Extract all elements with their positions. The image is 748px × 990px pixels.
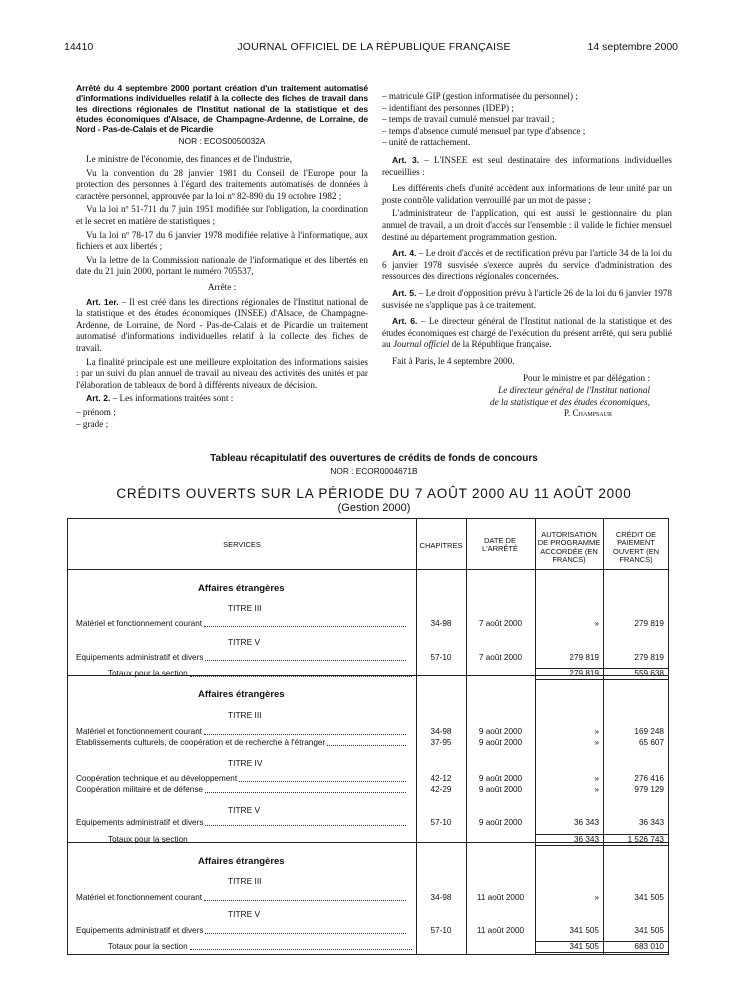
chapitre: 42-12 xyxy=(430,774,452,783)
list-item: – matricule GIP (gestion informatisée du personnel) ; xyxy=(382,91,578,101)
paragraph: Vu la lettre de la Commission nationale de l'informatique et des libertés en date du 21 juin 2000, portant le numéro 705537, xyxy=(76,254,368,277)
autorisation-value: 36 343 xyxy=(573,818,599,827)
article-5 xyxy=(382,288,672,311)
table-heading: CRÉDITS OUVERTS SUR LA PÉRIODE DU 7 AOÛT 2000 AU 11 AOÛT 2000 xyxy=(116,486,632,501)
signature-line: de la statistique et des études économiques, xyxy=(490,396,650,407)
info-list xyxy=(76,407,368,430)
article-6 xyxy=(382,316,672,351)
paragraph: Les différents chefs d'unité accèdent aux informations de leur unité par un poste contrôle validation verrouillé par un mot de passe ; xyxy=(382,183,672,205)
article-1 xyxy=(76,297,368,355)
autorisation-value: » xyxy=(594,893,599,902)
dot-leader xyxy=(205,825,406,826)
credit-value: 169 248 xyxy=(634,727,664,736)
table-caption: Tableau récapitulatif des ouvertures de crédits de fonds de concours xyxy=(210,453,538,464)
service-name: Coopération technique et au développement xyxy=(76,774,238,783)
titre-label: TITRE III xyxy=(228,710,262,720)
autorisation-value: » xyxy=(594,619,599,628)
article-label: Art. 4. xyxy=(392,248,417,259)
autorisation-value: 341 505 xyxy=(569,926,599,935)
dot-leader xyxy=(190,949,412,950)
arrete-date: 9 août 2000 xyxy=(478,774,523,783)
col-header-services: SERVICES xyxy=(223,540,261,549)
titre-label: TITRE III xyxy=(228,603,262,613)
col-header-autorisation: AUTORISATION DE PROGRAMME ACCORDÉE (EN FRANCS) xyxy=(537,530,601,565)
list-item: – identifiant des personnes (IDEP) ; xyxy=(382,102,514,113)
section-name: Affaires étrangères xyxy=(198,856,285,867)
dot-leader xyxy=(190,676,412,677)
col-header-chapitres: CHAPITRES xyxy=(419,541,463,550)
dot-leader xyxy=(204,626,406,627)
arrete-date: 9 août 2000 xyxy=(478,785,523,794)
article-label: Art. 3. xyxy=(392,154,420,165)
table-nor: NOR : ECOR0004671B xyxy=(330,466,418,476)
titre-label: TITRE V xyxy=(228,805,261,815)
list-item: – temps de travail cumulé mensuel par travail ; xyxy=(382,114,555,125)
col-header-credit: CRÉDIT DE PAIEMENT OUVERT (EN FRANCS) xyxy=(613,530,659,565)
info-list xyxy=(382,91,672,149)
signature-line: Le directeur général de l'Institut national xyxy=(498,385,650,396)
credit-value: 276 416 xyxy=(634,774,664,783)
autorisation-value: » xyxy=(594,727,599,736)
arrete-date: 7 août 2000 xyxy=(478,653,523,662)
article-text: – Les informations traitées sont : xyxy=(110,393,234,404)
right-column xyxy=(382,91,672,420)
list-item: – grade ; xyxy=(76,418,109,429)
article-text: – L'INSEE est seul destinataire des informations individuelles recueillies : xyxy=(382,154,673,177)
issue-date: 14 septembre 2000 xyxy=(587,41,678,53)
section-divider xyxy=(68,842,668,843)
dot-leader xyxy=(327,745,406,746)
service-name: Matériel et fonctionnement courant xyxy=(76,619,203,628)
col-header-date: DATE DE L'ARRÊTÉ xyxy=(481,536,519,554)
dot-leader xyxy=(204,900,406,901)
chapitre: 57-10 xyxy=(430,653,452,662)
chapitre: 42-29 xyxy=(430,785,452,794)
dot-leader xyxy=(205,660,406,661)
arrete-date: 9 août 2000 xyxy=(478,727,523,736)
total-credit: 559 638 xyxy=(634,669,664,678)
article-2 xyxy=(76,393,368,405)
chapitre: 34-98 xyxy=(430,893,452,902)
article-text: – Il est créé dans les directions régionales de l'Institut national de la statistique et des études économiques (INSEE) d'Alsace, de Champagne-Ardenne, de Lorraine, de Nord - Pas-de-Calais et de Picardie un traitement automatisé d'informations individuelles relatif à la collecte des fiches de travail. xyxy=(76,296,368,353)
arrete-nor: NOR : ECOS0050032A xyxy=(178,136,266,147)
totals-label: Totaux pour la section xyxy=(108,942,188,951)
arrete-date: 7 août 2000 xyxy=(478,619,523,628)
credits-table xyxy=(67,518,669,955)
credit-value: 36 343 xyxy=(638,818,664,827)
totals-label: Totaux pour la section xyxy=(108,835,188,844)
list-item: – prénom ; xyxy=(76,406,116,417)
arrete-title: Arrêté du 4 septembre 2000 portant création d'un traitement automatisé d'informations individuelles relatif à la collecte des fiches de travail dans les directions régionales de l'Institut national de la statistique et des études économiques d'Alsace, de Champagne-Ardenne, de Lorraine, de Nord - Pas-de-Calais et de Picardie xyxy=(76,83,368,135)
autorisation-value: 279 819 xyxy=(569,653,599,662)
credit-value: 979 129 xyxy=(634,785,664,794)
arrete-date: 11 août 2000 xyxy=(476,893,525,902)
arrete-date: 9 août 2000 xyxy=(478,738,523,747)
chapitre: 34-98 xyxy=(430,727,452,736)
chapitre: 37-95 xyxy=(430,738,452,747)
journal-name: Journal officiel xyxy=(392,339,450,350)
service-name: Matériel et fonctionnement courant xyxy=(76,893,203,902)
total-credit: 683 010 xyxy=(634,942,664,951)
signature-line: Pour le ministre et par délégation : xyxy=(522,373,650,384)
credit-value: 279 819 xyxy=(634,653,664,662)
titre-label: TITRE IV xyxy=(228,758,263,768)
autorisation-value: » xyxy=(594,785,599,794)
total-autorisation: 279 819 xyxy=(569,669,599,678)
paragraph: Le ministre de l'économie, des finances et de l'industrie, xyxy=(86,154,292,165)
totals-label: Totaux pour la section xyxy=(108,669,188,678)
arrete-word: Arrête : xyxy=(207,282,237,293)
service-name: Etablissements culturels, de coopération et de recherche à l'étranger xyxy=(76,738,326,747)
article-label: Art. 5. xyxy=(392,287,417,298)
paragraph: Vu la loi nº 51-711 du 7 juin 1951 modifiée sur l'obligation, la coordination et le secret en matière de statistiques ; xyxy=(76,204,368,227)
service-name: Equipements administratif et divers xyxy=(76,926,204,935)
section-name: Affaires étrangères xyxy=(198,583,285,594)
service-name: Equipements administratif et divers xyxy=(76,653,204,662)
credit-value: 341 505 xyxy=(634,893,664,902)
fait-a-paris: Fait à Paris, le 4 septembre 2000. xyxy=(392,355,515,366)
titre-label: TITRE V xyxy=(228,909,261,919)
service-name: Equipements administratif et divers xyxy=(76,818,204,827)
article-label: Art. 1er. xyxy=(86,296,119,307)
article-text: de la République française. xyxy=(449,339,552,350)
dot-leader xyxy=(239,781,406,782)
table-subheading: (Gestion 2000) xyxy=(337,502,411,514)
service-name: Coopération militaire et de défense xyxy=(76,785,203,794)
article-text: – Le droit d'opposition prévu à l'article 26 de la loi du 6 janvier 1978 susvisée ne s'applique pas à ce traitement. xyxy=(382,287,672,310)
titre-label: TITRE V xyxy=(228,637,261,647)
article-text: – Le droit d'accès et de rectification prévu par l'article 34 de la loi du 6 janvier 1978 susvisée s'exerce auprès du service d'administration des ressources des directions régionales concernées. xyxy=(382,248,672,282)
list-item: – temps d'absence cumulé mensuel par type d'absence ; xyxy=(382,125,586,136)
autorisation-value: » xyxy=(594,774,599,783)
paragraph: Vu la convention du 28 janvier 1981 du Conseil de l'Europe pour la protection des personnes à l'égard des traitements automatisés de données à caractère personnel, approuvée par la loi nº 82-890 du 19 octobre 1982 ; xyxy=(76,167,368,201)
page-number: 14410 xyxy=(64,41,94,53)
article-label: Art. 6. xyxy=(392,316,418,327)
total-autorisation: 36 343 xyxy=(573,835,599,844)
paragraph: Vu la loi nº 78-17 du 6 janvier 1978 modifiée relative à l'informatique, aux fichiers et aux libertés ; xyxy=(76,229,368,252)
journal-title: JOURNAL OFFICIEL DE LA RÉPUBLIQUE FRANÇAISE xyxy=(237,41,511,53)
dot-leader xyxy=(205,933,406,934)
chapitre: 34-98 xyxy=(430,619,452,628)
article-3 xyxy=(382,155,672,178)
section-divider xyxy=(68,675,668,676)
article-label: Art. 2. xyxy=(86,393,111,404)
paragraph: La finalité principale est une meilleure exploitation des informations saisies : par un suivi du plan annuel de travail au niveau des activités des unités et par l'élaboration de tableaux de bord à différents niveaux de décision. xyxy=(76,356,368,390)
service-name: Matériel et fonctionnement courant xyxy=(76,727,203,736)
header-divider xyxy=(68,569,668,570)
article-4 xyxy=(382,248,672,283)
total-autorisation: 341 505 xyxy=(569,942,599,951)
dot-leader xyxy=(205,792,406,793)
credit-value: 65 607 xyxy=(638,738,664,747)
titre-label: TITRE III xyxy=(228,876,262,886)
chapitre: 57-10 xyxy=(430,926,452,935)
signature-block xyxy=(382,373,672,419)
credit-value: 279 819 xyxy=(634,619,664,628)
article-text: – Le directeur général de l'Institut national de la statistique et des études économiques est chargé de l'exécution du présent arrêté, qui sera publié au xyxy=(382,316,673,350)
arrete-date: 9 août 2000 xyxy=(478,818,523,827)
autorisation-value: » xyxy=(594,738,599,747)
list-item: – unité de rattachement. xyxy=(382,137,471,148)
chapitre: 57-10 xyxy=(430,818,452,827)
credit-value: 341 505 xyxy=(634,926,664,935)
dot-leader xyxy=(204,734,406,735)
section-name: Affaires étrangères xyxy=(198,689,285,700)
arrete-date: 11 août 2000 xyxy=(476,926,525,935)
left-column xyxy=(76,83,368,430)
paragraph: L'administrateur de l'application, qui est aussi le gestionnaire du plan annuel de travail, a un droit d'accès sur l'ensemble : il valide le fichier mensuel destiné au département programmation gestion. xyxy=(382,208,672,242)
signatory-name: P. Champsaur xyxy=(563,408,612,419)
total-credit: 1 526 743 xyxy=(627,835,664,844)
